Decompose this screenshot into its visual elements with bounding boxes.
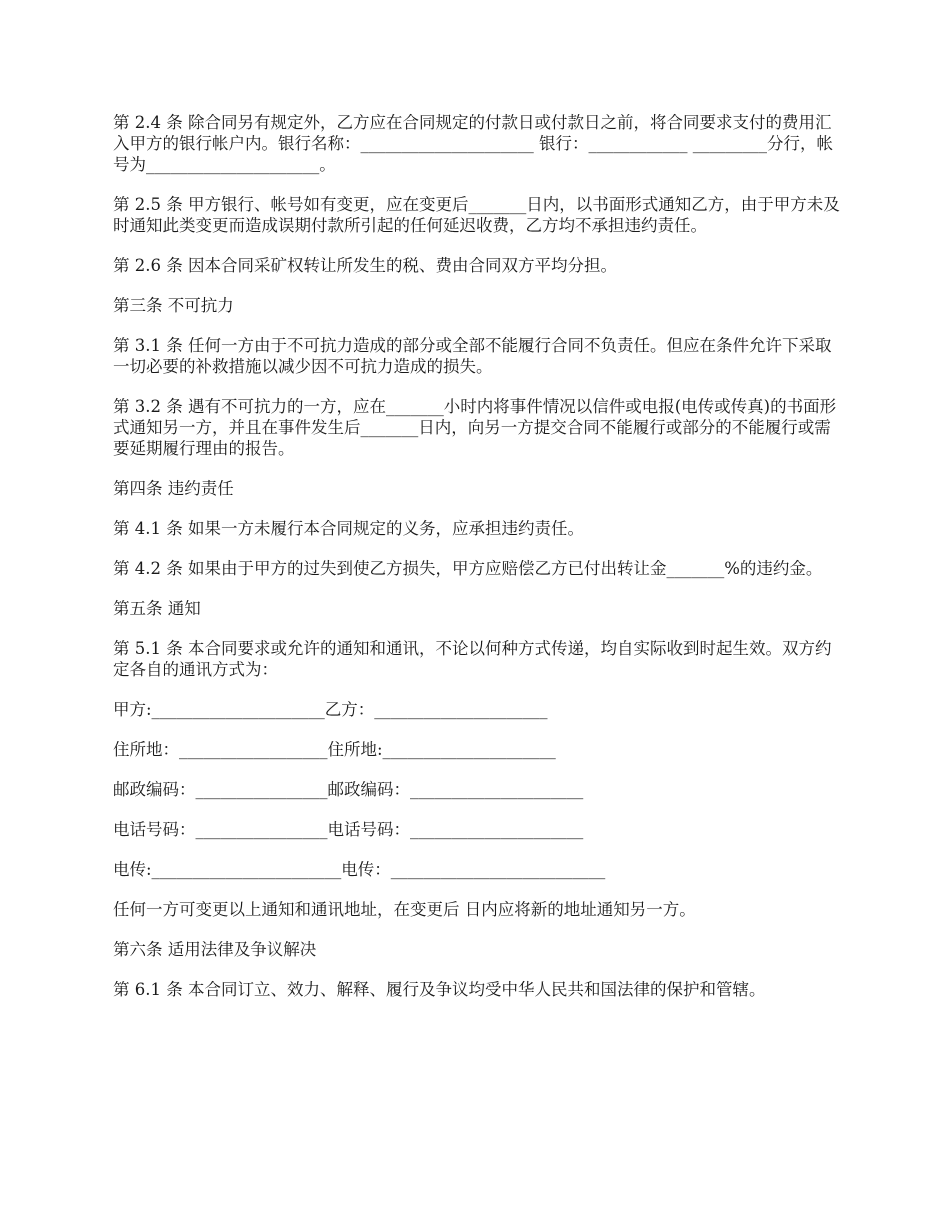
section-heading-governing-law: 第六条 适用法律及争议解决 xyxy=(113,940,317,959)
section-heading-liability: 第四条 违约责任 xyxy=(113,479,234,498)
clause-3-1: 第 3.1 条 任何一方由于不可抗力造成的部分或全部不能履行合同不负责任。但应在条件允许下采取一切必要的补救措施以减少因不可抗力造成的损失。 xyxy=(113,336,832,376)
postal-code-line: 邮政编码：________________邮政编码：_____________________ xyxy=(113,780,584,799)
clause-2-4: 第 2.4 条 除合同另有规定外，乙方应在合同规定的付款日或付款日之前，将合同要求支付的费用汇入甲方的银行帐户内。银行名称：_____________________ 银行：____________ _________分行，帐号为_____________________。 xyxy=(113,113,833,174)
address-change-note: 任何一方可变更以上通知和通讯地址，在变更后 日内应将新的地址通知另一方。 xyxy=(113,900,696,919)
phone-line: 电话号码：________________电话号码：_____________________ xyxy=(113,820,584,839)
section-heading-notice: 第五条 通知 xyxy=(113,599,201,618)
clause-6-1: 第 6.1 条 本合同订立、效力、解释、履行及争议均受中华人民共和国法律的保护和管辖。 xyxy=(113,980,766,999)
document-body xyxy=(113,112,843,1000)
party-name-line: 甲方:_____________________乙方：_____________________ xyxy=(113,700,548,719)
clause-4-2: 第 4.2 条 如果由于甲方的过失到使乙方损失，甲方应赔偿乙方已付出转让金_______%的违约金。 xyxy=(113,559,823,578)
telex-line: 电传:_______________________电传：__________________________ xyxy=(113,860,606,879)
address-line: 住所地：__________________住所地:_____________________ xyxy=(113,740,556,759)
section-heading-force-majeure: 第三条 不可抗力 xyxy=(113,296,234,315)
clause-5-1: 第 5.1 条 本合同要求或允许的通知和通讯，不论以何种方式传递，均自实际收到时起生效。双方约定各自的通讯方式为： xyxy=(113,639,832,679)
clause-3-2: 第 3.2 条 遇有不可抗力的一方，应在_______小时内将事件情况以信件或电报(电传或传真)的书面形式通知另一方，并且在事件发生后_______日内，向另一方提交合同不能履行或部分的不能履行或需要延期履行理由的报告。 xyxy=(113,397,837,458)
clause-4-1: 第 4.1 条 如果一方未履行本合同规定的义务，应承担违约责任。 xyxy=(113,519,584,538)
clause-2-6: 第 2.6 条 因本合同采矿权转让所发生的税、费由合同双方平均分担。 xyxy=(113,256,617,275)
clause-2-5: 第 2.5 条 甲方银行、帐号如有变更，应在变更后_______日内，以书面形式通知乙方，由于甲方未及时通知此类变更而造成误期付款所引起的任何延迟收费，乙方均不承担违约责任。 xyxy=(113,195,840,235)
